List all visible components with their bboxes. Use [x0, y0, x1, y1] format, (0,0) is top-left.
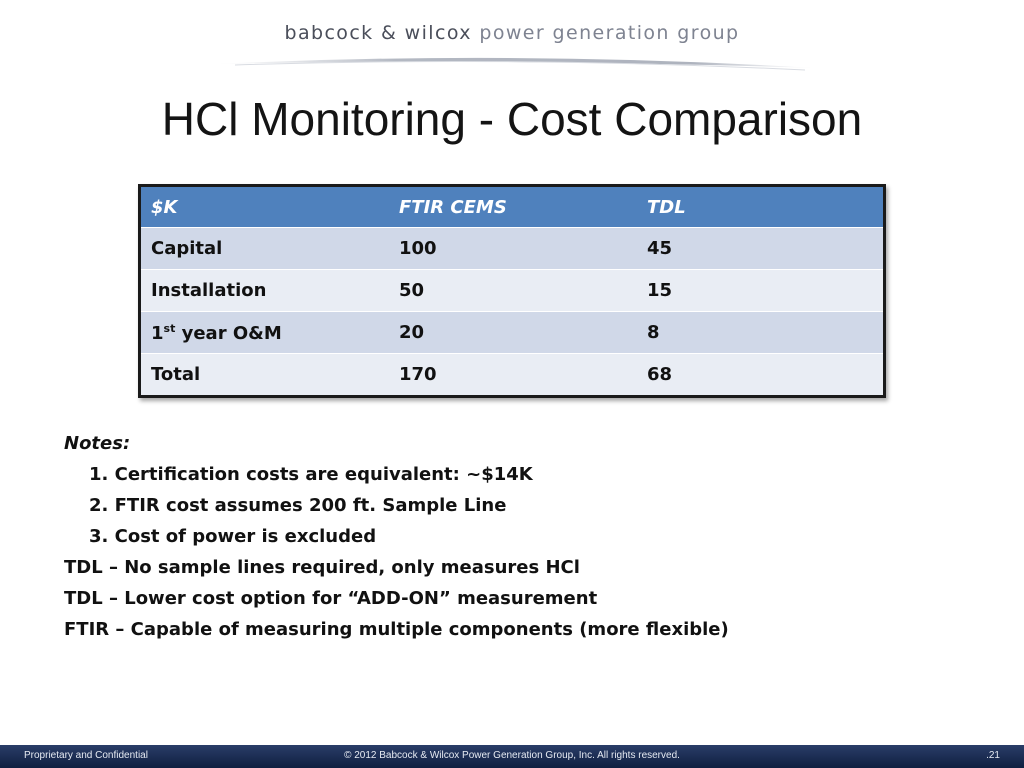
ftir-value: 50 [389, 270, 637, 312]
table-row [140, 228, 885, 270]
footer-confidential: Proprietary and Confidential [24, 750, 148, 761]
column-header: TDL [637, 186, 885, 228]
logo-group-name: power generation group [479, 22, 740, 44]
ftir-value: 170 [389, 354, 637, 397]
footer-copyright: © 2012 Babcock & Wilcox Power Generation Group, Inc. All rights reserved. [344, 750, 680, 761]
table-row [140, 270, 885, 312]
note-statement: FTIR – Capable of measuring multiple components (more flexible) [64, 619, 729, 640]
notes-heading: Notes: [64, 433, 131, 454]
row-label: Installation [140, 270, 390, 312]
notes-section [64, 428, 729, 645]
footer-bar [0, 745, 1024, 768]
row-label-suffix: year O&M [175, 322, 282, 344]
column-header: FTIR CEMS [389, 186, 637, 228]
table-header-row [140, 186, 885, 228]
tdl-value: 15 [637, 270, 885, 312]
ftir-value: 20 [389, 312, 637, 354]
tdl-value: 8 [637, 312, 885, 354]
column-header: $K [140, 186, 390, 228]
row-label-superscript: st [163, 321, 176, 335]
row-label: Capital [140, 228, 390, 270]
note-statement: TDL – No sample lines required, only measures HCl [64, 557, 580, 578]
row-label-prefix: 1 [151, 322, 164, 344]
note-item: 3. Cost of power is excluded [89, 526, 377, 547]
note-item: 1. Certification costs are equivalent: ~$14K [89, 464, 533, 485]
company-logo [0, 22, 1024, 44]
tdl-value: 68 [637, 354, 885, 397]
table-row [140, 312, 885, 354]
note-statement: TDL – Lower cost option for “ADD-ON” measurement [64, 588, 598, 609]
ftir-value: 100 [389, 228, 637, 270]
note-item: 2. FTIR cost assumes 200 ft. Sample Line [89, 495, 507, 516]
table-row [140, 354, 885, 397]
row-label: Total [140, 354, 390, 397]
footer-page-number: .21 [986, 750, 1000, 761]
cost-comparison-table [138, 184, 886, 398]
tdl-value: 45 [637, 228, 885, 270]
slide-title: HCl Monitoring - Cost Comparison [161, 93, 863, 145]
logo-company-name: babcock & wilcox [284, 22, 472, 44]
logo-swoosh-graphic [215, 52, 815, 76]
row-label [140, 312, 390, 354]
